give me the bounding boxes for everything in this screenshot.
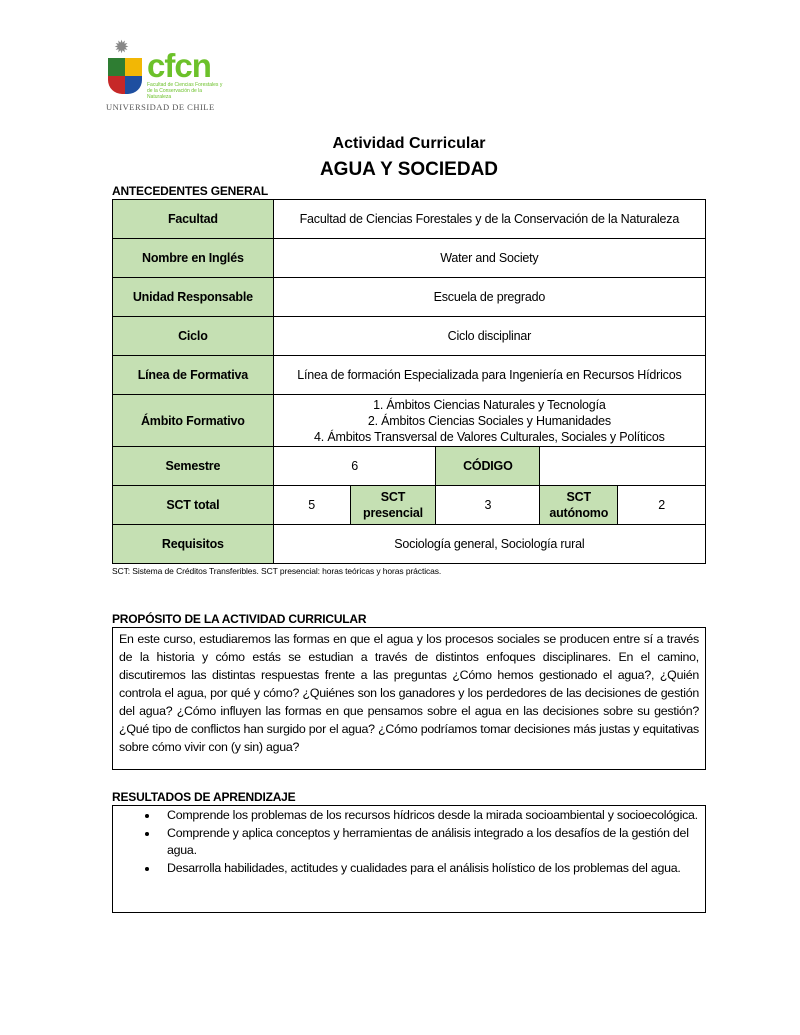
ambito-item: 2. Ámbitos Ciencias Sociales y Humanidades bbox=[367, 413, 611, 428]
sct-autonomo-label-line: autónomo bbox=[549, 506, 609, 520]
antecedentes-heading: ANTECEDENTES GENERAL bbox=[112, 184, 269, 198]
sct-presencial-label-line: SCT bbox=[380, 490, 406, 504]
sct-presencial-label-line: presencial bbox=[363, 506, 423, 520]
table-row bbox=[113, 486, 706, 525]
sct-presencial-label bbox=[350, 486, 436, 525]
sct-autonomo-label-line: SCT bbox=[566, 490, 591, 504]
unidad-label: Unidad Responsable bbox=[113, 278, 274, 317]
document-subtitle: Actividad Curricular bbox=[332, 135, 486, 152]
ambito-label: Ámbito Formativo bbox=[113, 395, 274, 447]
semestre-value: 6 bbox=[273, 447, 436, 486]
logo-faculty: Facultad de Ciencias Forestales y de la Conservación de la Naturaleza bbox=[147, 82, 223, 100]
table-row bbox=[113, 356, 706, 395]
list-item: • Comprende los problemas de los recursos hídricos desde la mirada socioambiental y socioecológica. bbox=[159, 807, 699, 825]
ciclo-value: Ciclo disciplinar bbox=[273, 317, 705, 356]
table-row bbox=[113, 239, 706, 278]
logo-emblem bbox=[106, 38, 144, 96]
sct-presencial-value: 3 bbox=[436, 486, 540, 525]
university-logo bbox=[106, 38, 236, 112]
ambito-item: 4. Ámbitos Transversal de Valores Culturales, Sociales y Políticos bbox=[314, 429, 665, 444]
table-row bbox=[113, 395, 706, 447]
resultados-heading: RESULTADOS DE APRENDIZAJE bbox=[112, 790, 296, 804]
resultados-box bbox=[112, 805, 706, 913]
facultad-label: Facultad bbox=[113, 200, 274, 239]
facultad-value: Facultad de Ciencias Forestales y de la Conservación de la Naturaleza bbox=[273, 200, 705, 239]
table-row bbox=[113, 447, 706, 486]
sct-autonomo-label bbox=[540, 486, 618, 525]
sct-autonomo-value: 2 bbox=[618, 486, 706, 525]
ciclo-label: Ciclo bbox=[113, 317, 274, 356]
antecedentes-table bbox=[112, 199, 706, 564]
codigo-value bbox=[540, 447, 706, 486]
proposito-text: En este curso, estudiaremos las formas en que el agua y los procesos sociales se producen entre sí a través de la historia y cómo estás se estudian a través de distintos enfoques disciplinares. En el camino, discutiremos las distintas respuestas frente a las preguntas ¿Cómo hemos gestionado el agua?, ¿Quién controla el agua, por qué y cómo? ¿Quiénes son los ganadores y los perdedores de las decisiones de gestión del agua? ¿Cómo influyen las formas en que pensamos sobre el agua en las decisiones sobre su gestión? ¿Qué tipo de conflictos han surgido por el agua? ¿Cómo podríamos tomar decisiones más justas y equitativas sobre cómo vivir con (y sin) agua? bbox=[112, 627, 706, 770]
table-row bbox=[113, 317, 706, 356]
star-emblem-icon: ✹ bbox=[114, 37, 130, 57]
unidad-value: Escuela de pregrado bbox=[273, 278, 705, 317]
proposito-heading: PROPÓSITO DE LA ACTIVIDAD CURRICULAR bbox=[112, 612, 367, 626]
list-item: • Comprende y aplica conceptos y herramientas de análisis integrado a los desafíos de la gestión del agua. bbox=[159, 825, 699, 860]
table-row bbox=[113, 525, 706, 564]
requisitos-value: Sociología general, Sociología rural bbox=[273, 525, 705, 564]
requisitos-label: Requisitos bbox=[113, 525, 274, 564]
linea-label: Línea de Formativa bbox=[113, 356, 274, 395]
list-item: • Desarrolla habilidades, actitudes y cualidades para el análisis holístico de los problemas del agua. bbox=[159, 860, 699, 878]
logo-university: UNIVERSIDAD DE CHILE bbox=[106, 102, 215, 112]
logo-row bbox=[106, 38, 236, 100]
sct-footnote: SCT: Sistema de Créditos Transferibles. SCT presencial: horas teóricas y horas prácticas. bbox=[112, 566, 442, 576]
codigo-label: CÓDIGO bbox=[436, 447, 540, 486]
ambito-item: 1. Ámbitos Ciencias Naturales y Tecnología bbox=[373, 397, 606, 412]
logo-text: cfcn bbox=[147, 47, 211, 84]
sct-total-label: SCT total bbox=[113, 486, 274, 525]
ambito-value bbox=[273, 395, 705, 447]
table-row bbox=[113, 200, 706, 239]
document-title: AGUA Y SOCIEDAD bbox=[319, 159, 499, 180]
ingles-value: Water and Society bbox=[273, 239, 705, 278]
resultados-list bbox=[139, 807, 699, 877]
logo-text-block bbox=[147, 38, 227, 100]
ingles-label: Nombre en Inglés bbox=[113, 239, 274, 278]
shield-emblem-icon bbox=[108, 58, 142, 94]
semestre-label: Semestre bbox=[113, 447, 274, 486]
table-row bbox=[113, 278, 706, 317]
document-content bbox=[112, 133, 706, 913]
sct-total-value: 5 bbox=[273, 486, 350, 525]
linea-value: Línea de formación Especializada para Ingeniería en Recursos Hídricos bbox=[273, 356, 705, 395]
